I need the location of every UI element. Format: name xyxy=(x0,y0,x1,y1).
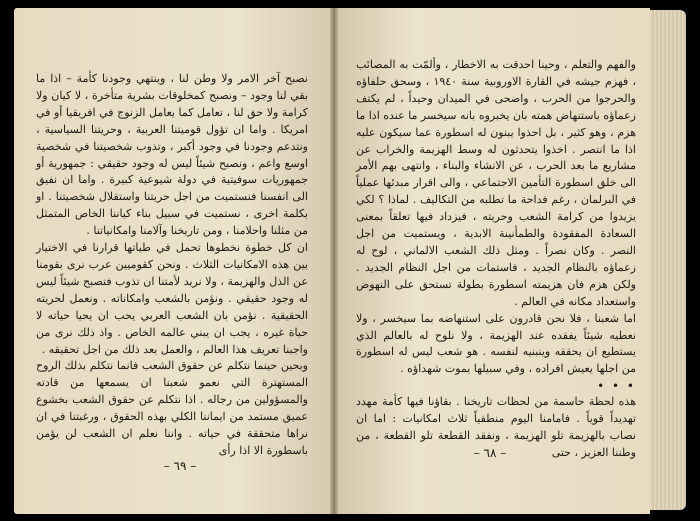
right-page-text xyxy=(356,57,636,462)
page-edges xyxy=(650,10,686,510)
left-page-text xyxy=(36,71,308,460)
right-paragraph-2: اما شعبنا ، فلا نحن قادرون على استنهاضه بما سيخسر ، ولا نعطيه شيئاً يفقده عند الهزيمة ، ولا نلوح له بالعالم الذي يستطيع ان يحققه وينبنيه لنفسه . هو شعب ليس له اسطورة من اجلها يعيش افراده ، وفي سبيلها يموت شهداؤه . xyxy=(356,311,636,376)
right-page-number: – ٦٨ – xyxy=(473,446,507,460)
section-separator: • • • xyxy=(597,379,636,394)
left-page-number: – ٦٩ – xyxy=(163,459,197,473)
left-paragraph-3: وبحين حينما نتكلم عن حقوق الشعب فانما نتكلم بذلك الروح المستهترة التي نعمو شعبنا ان يسمعها من قادته والمسؤولين من رجاله . اذا نتكلم عن حقوق الشعب بخشوع عميق مستمد من ايماننا الكلي بهذه الحقوق ، ورغبتنا في ان نراها متحققة في حياته . واننا نعلم ان الشعب لن يؤمن باسطورة الا اذا رأى xyxy=(36,359,308,457)
right-paragraph-3: هذه لحظة حاسمة من لحظات تاريخنا . بقاؤنا فيها كأمة مهدد تهديداً قوياً . فامامنا اليوم منطقياً ثلاث امكانيات : اما ان نصاب بالهزيمة تلو الهزيمة ، ونفقد القطعة تلو القطعة ، من وطننا العزيز ، حتى xyxy=(356,395,636,459)
right-paragraph-1: والفهم والتعلم ، وحينا احدقت به الاخطار ، وألمّت به المصائب ، فهزم جيشه في القارة الاوروبية سنة ١٩٤٠ ، وسحق حلفاؤه والحرجوا من الحرب ، واضحى في الميدان وحيداً ، لم يكتف زعماؤه باستنهاض همته بان يخبروه بانه سيخسر ما عنده اذا ما هزم ، وهو كثير ، بل احذوا يبنون له اسطورة عما سيكون عليه اذا ما انتصر . اخذوا يتحدثون له وسط الهزيمة والخراب عن مشاريع ما بعد الحرب ، عن الانشاء والبناء ، وانتهى بهم الأمر الى خلق اسطورة التأمين الاجتماعي ، والى اقرار مبدئها عملياً في البرلمان ، رغم فداحة ما تطلبه من التكاليف . لماذا ؟ لكي يزيدوا من كرامة الشعب وحريته ، فيزداد فيها تعلقاً بمعنى السعادة المفقودة والطمأنينة الابدية ، ويستميت من اجل النصر . وكان نصراً . ومثل ذلك الشعب الالماني ، لوح له زعماؤه بالنظام الجديد ، فاستمات من اجل النظام الجديد . ولكن هزم فان هزيمته اسطورة بطولة تستحق على النهوض واستعداد مكانه في العالم . xyxy=(356,58,636,308)
book-gutter xyxy=(330,8,338,514)
left-paragraph-2: ان كل خطوة نخطوها تحمل في طياتها قرارنا في الاختيار بين هذه الامكانيات الثلاث . ونحن كقوميين عرب نرى بقومنا عن الذل والهزيمة ، ولا نريد لأمتنا ان تذوب فتصبح شيئاً ليس له وجود حقيقي . ونؤمن بالشعب وامكاناته . ونعمل لحريته الحقيقية . نؤمن بان الشعب العربي يحب ان يحيا حياته لا حياة غيره ، يجب ان يبني عالمه الخاص . واذ ذلك نرى من واجبنا تعريف هذا العالم ، والعمل بعد ذلك من اجل تحقيقه . xyxy=(36,241,308,356)
left-paragraph-1: نصبح آخر الامر ولا وطن لنا ، وينتهي وجودنا كأمة – اذا ما بقي لنا وجود – ونصبح كمخلوقات بشرية متأخرة ، لا كيان ولا كرامة ولا حق لنا ، تعامل كما يعامل الزنوج في افريقيا أو في امريكا . واما ان تؤول قوميتنا العربية ، وحريتنا السياسية ، ونتدعم وجودنا في وجود أكبر ، وتذوب شخصيتنا في شخصية اوسع واعم ، ونصبح شيئاً ليس له وجود حقيقي : جمهورية أو جمهوريات سوفيتية في دولة شيوعية كبيرة . واما ان نفيق الى انفسنا فنستميت من اجل حريتنا واستقلال شخصيتنا . او بكلمة اخرى ، نستميت في سبيل بناء كياننا الخاص المتمثل من مثلنا واحلامنا ، ومن تاريخنا وآلامنا وامكانياتنا . xyxy=(36,72,308,238)
